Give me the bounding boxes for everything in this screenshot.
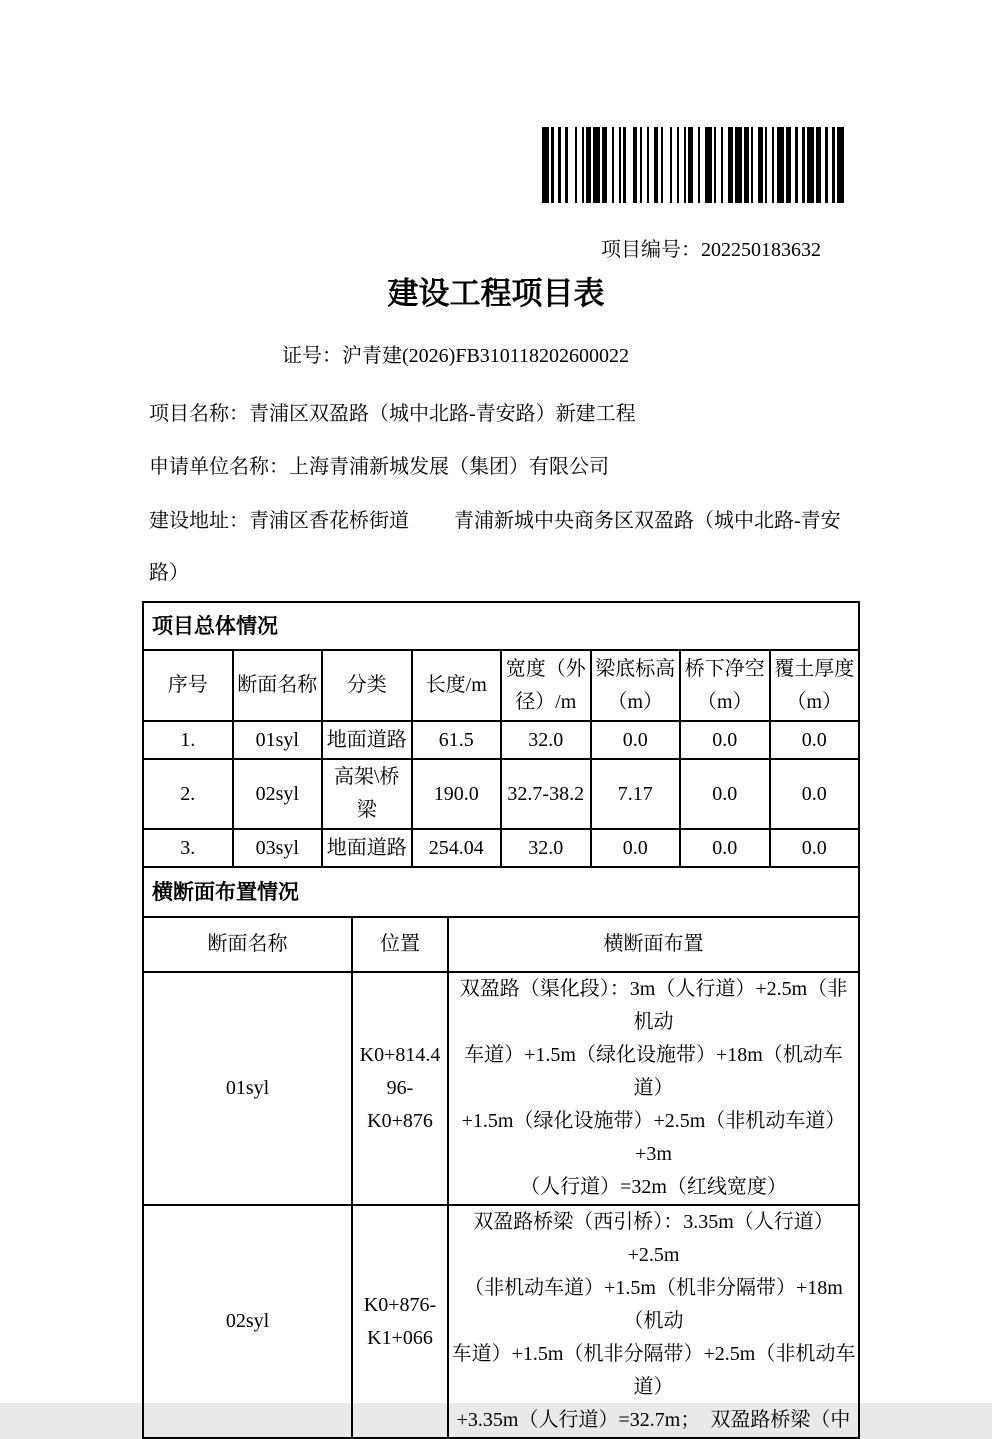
page-title: 建设工程项目表 [387, 276, 605, 311]
col-header-cover-depth: 覆土厚度（m） [770, 650, 860, 721]
layout-line: 车道）+1.5m（绿化设施带）+18m（机动车道） [464, 1044, 843, 1099]
cell-layout [448, 972, 859, 1205]
cell-clearance: 0.0 [680, 721, 770, 759]
cell-section-name: 02syl [143, 1205, 352, 1438]
overview-table [142, 601, 860, 868]
col-header-seq: 序号 [143, 650, 233, 721]
cross-section-section-title: 横断面布置情况 [143, 867, 859, 917]
cell-seq: 3. [143, 829, 233, 867]
position-line: K0+814.4 [359, 1044, 441, 1066]
position-line: 96- [386, 1077, 414, 1099]
cell-cover-depth: 0.0 [770, 759, 860, 829]
col-header-width: 宽度（外径）/m [501, 650, 591, 721]
tables-area [142, 601, 858, 1439]
cell-cover-depth: 0.0 [770, 721, 860, 759]
cell-seq: 2. [143, 759, 233, 829]
layout-line: 双盈路（渠化段）：3m（人行道）+2.5m（非机动 [459, 978, 848, 1033]
cell-section-name: 02syl [233, 759, 323, 829]
cell-category: 地面道路 [322, 829, 412, 867]
cell-section-name: 01syl [233, 721, 323, 759]
cell-category: 地面道路 [322, 721, 412, 759]
cell-beam-elev: 7.17 [591, 759, 681, 829]
cell-width: 32.0 [501, 721, 591, 759]
layout-line: （非机动车道）+1.5m（机非分隔带）+18m（机动 [464, 1277, 843, 1332]
table-row [143, 829, 859, 867]
col-header-beam-elev: 梁底标高（m） [591, 650, 681, 721]
cell-section-name: 03syl [233, 829, 323, 867]
cell-length: 61.5 [412, 721, 502, 759]
cell-width: 32.0 [501, 829, 591, 867]
col-header-section-name: 断面名称 [143, 917, 352, 972]
position-line: K0+876 [367, 1110, 433, 1132]
table-row [143, 1205, 859, 1438]
layout-line: 双盈路桥梁（西引桥）：3.35m（人行道）+2.5m [473, 1211, 834, 1266]
cell-cover-depth: 0.0 [770, 829, 860, 867]
layout-line: +1.5m（绿化设施带）+2.5m（非机动车道）+3m [461, 1110, 846, 1165]
table-row [143, 721, 859, 759]
col-header-position: 位置 [352, 917, 448, 972]
layout-line: +3.35m（人行道）=32.7m； 双盈路桥梁（中 [456, 1409, 851, 1431]
barcode-image [542, 127, 844, 203]
applicant-line: 申请单位名称：上海青浦新城发展（集团）有限公司 [149, 456, 609, 478]
cell-position [352, 1205, 448, 1438]
project-number: 项目编号：202250183632 [601, 239, 821, 261]
cell-beam-elev: 0.0 [591, 721, 681, 759]
overview-header-row [143, 650, 859, 721]
position-line: K0+876- [363, 1293, 437, 1316]
table-row [143, 759, 859, 829]
cell-category: 高架\桥梁 [322, 759, 412, 829]
table-row [143, 972, 859, 1205]
cross-section-table [142, 866, 860, 1439]
col-header-clearance: 桥下净空（m） [680, 650, 770, 721]
overview-section-row [143, 602, 859, 650]
certificate-number: 证号：沪青建(2026)FB310118202600022 [282, 345, 630, 367]
cell-length: 254.04 [412, 829, 502, 867]
cross-section-section-row [143, 867, 859, 917]
position-line: K1+066 [367, 1326, 433, 1349]
col-header-length: 长度/m [412, 650, 502, 721]
cell-section-name: 01syl [143, 972, 352, 1205]
cell-clearance: 0.0 [680, 829, 770, 867]
cell-position [352, 972, 448, 1205]
layout-line: 车道）+1.5m（机非分隔带）+2.5m（非机动车道） [451, 1343, 856, 1398]
cell-layout [448, 1205, 859, 1438]
layout-line: （人行道）=32m（红线宽度） [520, 1176, 787, 1198]
cell-seq: 1. [143, 721, 233, 759]
col-header-section-name: 断面名称 [233, 650, 323, 721]
col-header-layout: 横断面布置 [448, 917, 859, 972]
cell-length: 190.0 [412, 759, 502, 829]
cell-clearance: 0.0 [680, 759, 770, 829]
col-header-category: 分类 [322, 650, 412, 721]
overview-section-title: 项目总体情况 [143, 602, 859, 650]
address-line-1: 建设地址：青浦区香花桥街道 青浦新城中央商务区双盈路（城中北路-青安 [149, 510, 841, 532]
cell-beam-elev: 0.0 [591, 829, 681, 867]
address-line-2: 路） [149, 562, 189, 584]
cell-width: 32.7-38.2 [501, 759, 591, 829]
project-name-line: 项目名称：青浦区双盈路（城中北路-青安路）新建工程 [149, 403, 636, 425]
cross-section-header-row [143, 917, 859, 972]
